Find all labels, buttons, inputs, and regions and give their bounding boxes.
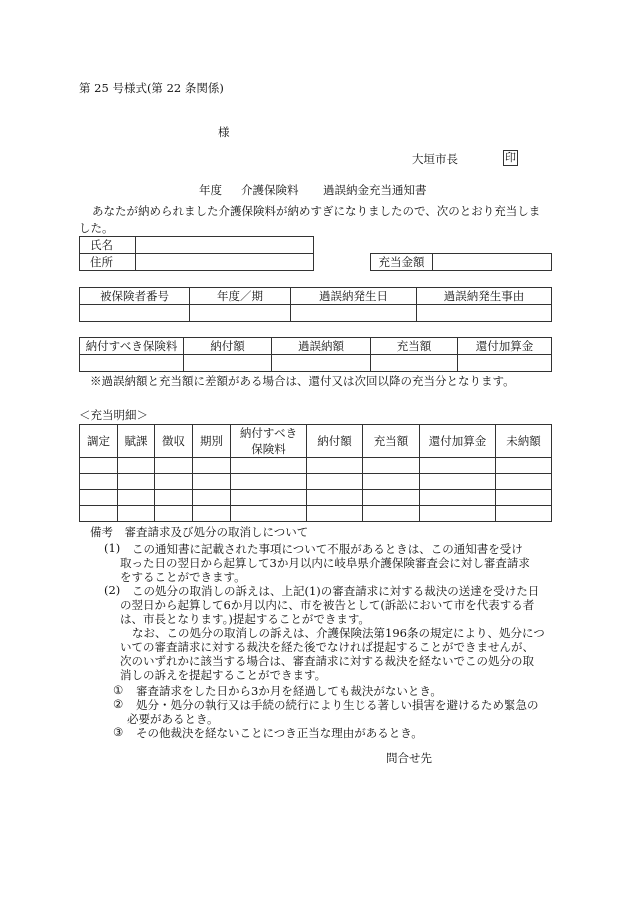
header-levy: 賦課 <box>118 425 155 458</box>
table-row <box>80 474 552 490</box>
header-overpaid-amount: 過誤納額 <box>272 338 371 355</box>
details-table <box>79 424 552 522</box>
table-cell <box>184 355 272 372</box>
address-value <box>136 254 314 271</box>
remarks-item2-line3: は、市長となります。)提起することができます。 <box>120 612 370 626</box>
header-payable-line-1: 納付すべき <box>239 426 298 440</box>
issuer: 大垣市長 <box>412 152 458 166</box>
title-year: 年度 <box>199 183 222 197</box>
title-document-name: 過誤納金充当通知書 <box>323 183 427 197</box>
person-table <box>79 236 314 271</box>
table-cell <box>80 355 184 372</box>
form-number: 第 25 号様式(第 22 条関係) <box>79 81 224 95</box>
addressee-suffix: 様 <box>218 125 230 139</box>
header-paid: 納付額 <box>307 425 363 458</box>
table-cell <box>272 355 371 372</box>
circled-2-text-2: 必要があるとき。 <box>127 712 219 726</box>
table-cell <box>371 355 458 372</box>
remarks-item1-line1: この通知書に記載された事項について不服があるときは、この通知書を受け <box>132 542 523 556</box>
circled-1-mark: ① <box>113 683 124 697</box>
amounts-table <box>79 337 552 372</box>
header-appropriated: 充当額 <box>363 425 420 458</box>
intro-line-2: した。 <box>79 221 114 235</box>
seal-mark: 印 <box>505 151 516 164</box>
circled-2-mark: ② <box>113 697 124 711</box>
remarks-item1-line3: をすることができます。 <box>120 570 246 584</box>
difference-note: ※過誤納額と充当額に差額がある場合は、還付又は次回以降の充当分となります。 <box>90 374 515 388</box>
table-cell <box>458 355 552 372</box>
table-cell <box>190 305 291 322</box>
remarks-item2-line2: の翌日から起算して6か月以内に、市を被告として(訴訟において市を代表する者 <box>120 598 535 612</box>
header-refund-addition: 還付加算金 <box>420 425 496 458</box>
circled-3-mark: ③ <box>113 725 124 739</box>
remarks-item2-number: (2) <box>104 583 121 597</box>
remarks-item1-number: (1) <box>104 541 121 555</box>
table-row <box>80 458 552 474</box>
appropriation-total-table <box>370 253 552 271</box>
name-value <box>136 237 314 254</box>
header-payable-line-2: 保険料 <box>251 442 286 456</box>
appropriation-total-label: 充当金額 <box>371 254 433 271</box>
circled-3-text: その他裁決を経ないことにつき正当な理由があるとき。 <box>136 726 423 740</box>
title-subject: 介護保険料 <box>241 183 299 197</box>
table-row <box>80 506 552 522</box>
header-refund-addition: 還付加算金 <box>458 338 552 355</box>
insured-table <box>79 287 552 322</box>
header-appropriated-amount: 充当額 <box>371 338 458 355</box>
remarks-item2-para2-line3: 次のいずれかに該当する場合は、審査請求に対する裁決を経ないでこの処分の取 <box>120 654 534 668</box>
header-overpayment-reason: 過誤納発生事由 <box>417 288 552 305</box>
remarks-item1-line2: 取った日の翌日から起算して3か月以内に岐阜県介護保険審査会に対し審査請求 <box>120 556 530 570</box>
details-heading: ＜充当明細＞ <box>79 408 148 422</box>
header-overpayment-date: 過誤納発生日 <box>291 288 417 305</box>
header-unpaid: 未納額 <box>496 425 552 458</box>
remarks-heading: 備考 審査請求及び処分の取消しについて <box>90 525 309 539</box>
intro-line-1: あなたが納められました介護保険料が納めすぎになりましたので、次のとおり充当しま <box>92 204 541 218</box>
table-cell <box>417 305 552 322</box>
table-cell <box>291 305 417 322</box>
circled-2-text: 処分・処分の執行又は手続の続行により生じる著しい損害を避けるため緊急の <box>136 698 539 712</box>
header-period: 期別 <box>193 425 231 458</box>
remarks-item2-line1: この処分の取消しの訴えは、上記(1)の審査請求に対する裁決の送達を受けた日 <box>132 584 540 598</box>
table-cell <box>80 305 190 322</box>
circled-1-text: 審査請求をした日から3か月を経過しても裁決がないとき。 <box>136 684 442 698</box>
header-paid-amount: 納付額 <box>184 338 272 355</box>
address-label: 住所 <box>80 254 136 271</box>
table-row <box>80 490 552 506</box>
name-label: 氏名 <box>80 237 136 254</box>
header-collection: 徴収 <box>155 425 193 458</box>
header-payable-premium-detail <box>231 425 307 458</box>
contact-label: 問合せ先 <box>386 751 432 765</box>
remarks-item2-para2-line2: いての審査請求に対する裁決を経た後でなければ提起することができませんが、 <box>120 640 534 654</box>
header-insured-number: 被保険者番号 <box>80 288 190 305</box>
header-year-period: 年度／期 <box>190 288 291 305</box>
header-assessment: 調定 <box>80 425 118 458</box>
header-payable-premium: 納付すべき保険料 <box>80 338 184 355</box>
remarks-item2-para2-line1: なお、この処分の取消しの訴えは、介護保険法第196条の規定により、処分につ <box>132 626 545 640</box>
appropriation-total-value <box>433 254 552 271</box>
remarks-item2-para2-line4: 消しの訴えを提起することができます。 <box>120 668 327 682</box>
